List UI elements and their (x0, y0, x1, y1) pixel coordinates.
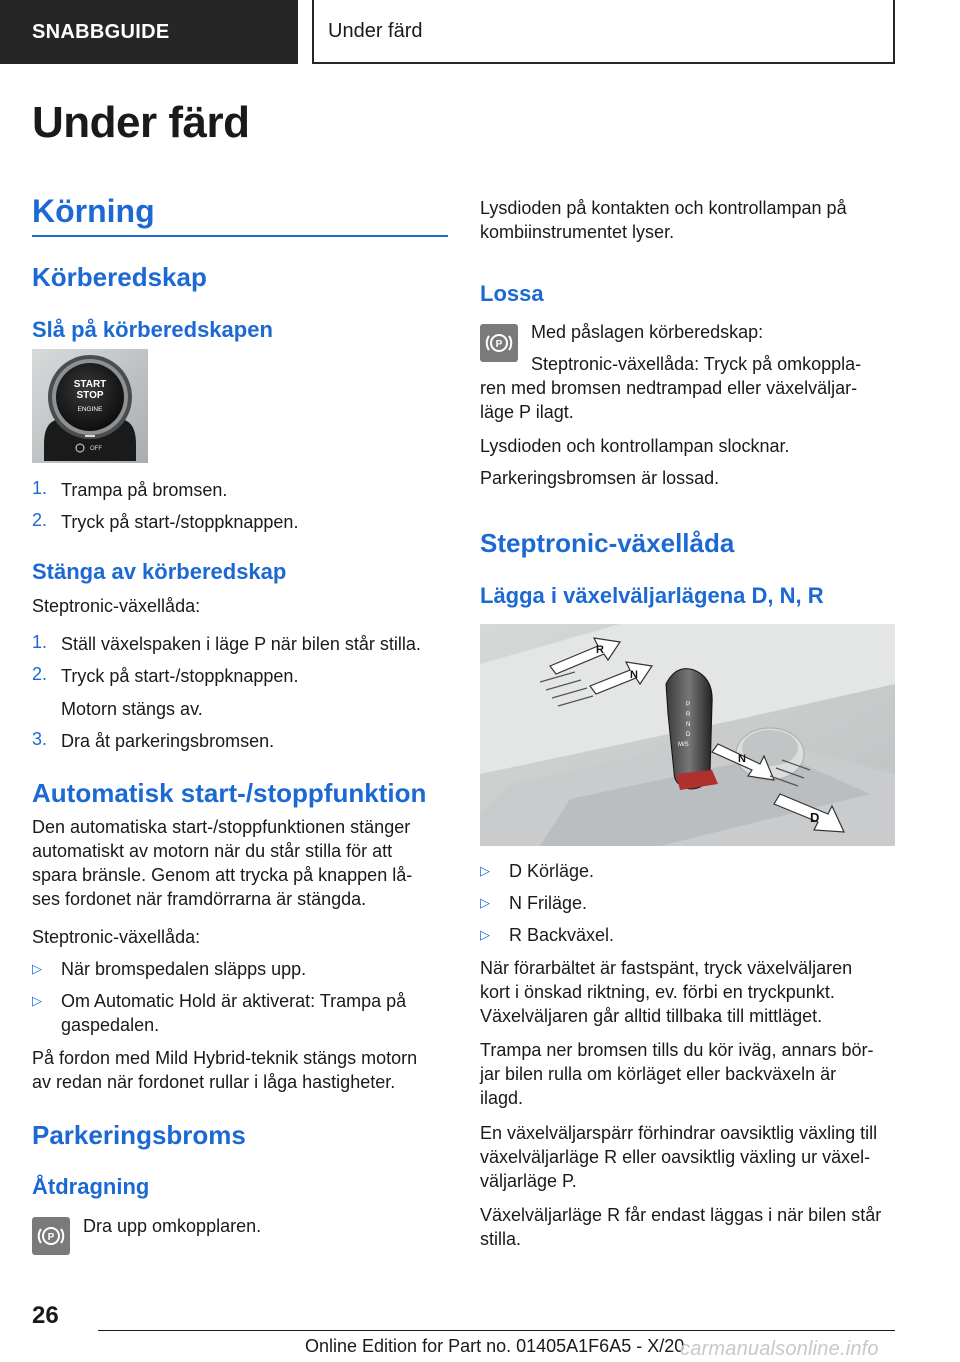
footer-divider (98, 1330, 895, 1331)
step-text: Tryck på start-/stoppknappen. (61, 512, 299, 532)
text-line: Om Automatic Hold är aktiverat: Trampa på (61, 991, 407, 1011)
chapter-tab (312, 0, 895, 64)
list-item (32, 632, 448, 656)
edition-text: Online Edition for Part no. 01405A1F6A5 - X/20 (305, 1336, 685, 1356)
bullet-text: D Körläge. (509, 861, 595, 881)
step-number: 1. (32, 632, 48, 652)
svg-text:R: R (686, 712, 691, 718)
heading-parkeringsbroms: Parkeringsbroms (32, 1120, 246, 1150)
button-label-off: OFF (90, 446, 102, 452)
arrow-label-n-down: N (738, 753, 746, 765)
lossa-block (531, 320, 896, 376)
list-item (32, 664, 448, 688)
arrow-label-n-up: N (630, 669, 638, 681)
arrow-label-r: R (596, 644, 604, 656)
step-text: Ställ växelspaken i läge P när bilen står stilla. (61, 634, 421, 654)
text-line: Växelväljarläge R får endast läggas i när bilen står (480, 1205, 882, 1225)
text-line: Den automatiska start-/stoppfunktionen stänger (32, 817, 411, 837)
text-line: Lysdioden på kontakten och kontrollampan på (480, 198, 847, 218)
text-line: Trampa ner bromsen tills du kör iväg, annars bör- (480, 1040, 874, 1060)
list-item (480, 859, 895, 883)
text-line: jar bilen rulla om körläget eller backväxeln är (480, 1064, 837, 1084)
step-number: 2. (32, 664, 48, 684)
text-line: Med påslagen körberedskap: (531, 322, 764, 342)
list-item (32, 510, 448, 534)
page-title: Under färd (32, 98, 250, 147)
lossa-continuation (480, 376, 895, 424)
text-line: kort i önskad riktning, ev. förbi en tryckpunkt. (480, 982, 835, 1002)
text-line: stilla. (480, 1229, 522, 1249)
auto-paragraph (32, 815, 452, 911)
button-label-stop: STOP (76, 390, 104, 401)
heading-lossa: Lossa (480, 281, 544, 306)
step-number: 3. (32, 729, 48, 749)
watermark-logo: carmanualsonline.info (680, 1338, 879, 1360)
section-tab (0, 0, 298, 64)
text-line: ses fordonet när framdörrarna är stängda. (32, 889, 367, 909)
text-line: automatiskt av motorn när du står stilla för att (32, 841, 393, 861)
heading-korning: Körning (32, 193, 448, 237)
parking-brake-icon (480, 324, 518, 362)
heading-sla-pa: Slå på körberedskapen (32, 317, 273, 342)
svg-text:D: D (686, 732, 691, 738)
text-line: av redan när fordonet rullar i låga hastigheter. (32, 1072, 396, 1092)
atdragning-text: Dra upp omkopplaren. (83, 1216, 262, 1236)
svg-text:N: N (686, 722, 691, 728)
bullet-triangle-icon: ▷ (32, 993, 42, 1008)
heading-auto-start-stop: Automatisk start-/stoppfunktion (32, 778, 427, 808)
arrow-label-d: D (810, 810, 820, 825)
page-number: 26 (32, 1302, 59, 1329)
chapter-tab-label: Under färd (328, 19, 423, 42)
bullet-text: R Backväxel. (509, 925, 615, 945)
text-line: kombiinstrumentet lyser. (480, 222, 675, 242)
list-item (480, 923, 895, 947)
heading-atdragning: Åtdragning (32, 1174, 150, 1199)
bullet-triangle-icon: ▷ (480, 927, 490, 942)
bullet-text: När bromspedalen släpps upp. (61, 959, 307, 979)
text-line: En växelväljarspärr förhindrar oavsiktlig växling till (480, 1123, 878, 1143)
button-label-engine: ENGINE (77, 406, 103, 413)
list-item (480, 891, 895, 915)
step-number: 2. (32, 510, 48, 530)
paragraph-3 (480, 1121, 900, 1193)
gear-selector-icon (480, 624, 895, 846)
step-text: Motorn stängs av. (61, 699, 203, 719)
step-number: 1. (32, 478, 48, 498)
bullet-triangle-icon: ▷ (480, 895, 490, 910)
bullet-triangle-icon: ▷ (480, 863, 490, 878)
step-text: Dra åt parkeringsbromsen. (61, 731, 275, 751)
start-stop-button-icon (32, 349, 148, 463)
svg-text:P: P (47, 1232, 55, 1243)
auto-intro: Steptronic-växellåda: (32, 927, 201, 947)
list-item (32, 957, 448, 981)
bullet-text: N Friläge. (509, 893, 588, 913)
text-line: spara bränsle. Genom att trycka på knappen lå- (32, 865, 413, 885)
svg-text:P: P (686, 702, 691, 708)
heading-korberedskap: Körberedskap (32, 262, 207, 292)
text-line: När förarbältet är fastspänt, tryck växelväljaren (480, 958, 853, 978)
list-item (32, 989, 448, 1037)
paragraph-2 (480, 1038, 900, 1110)
section-tab-label: SNABBGUIDE (32, 20, 170, 43)
step-text: Trampa på bromsen. (61, 480, 228, 500)
led-paragraph (480, 196, 895, 244)
button-label-start: START (73, 379, 107, 390)
start-stop-button-image (32, 349, 148, 463)
heading-stanga: Stänga av körberedskap (32, 559, 287, 584)
paragraph-4 (480, 1203, 900, 1251)
lossa-led: Lysdioden och kontrollampan slocknar. (480, 436, 790, 456)
gear-selector-image (480, 624, 895, 846)
svg-text:M/S: M/S (678, 742, 689, 748)
list-item (32, 697, 448, 721)
paragraph-1 (480, 956, 900, 1028)
parking-brake-icon (32, 1217, 70, 1255)
list-item (32, 478, 448, 502)
step-text: Tryck på start-/stoppknappen. (61, 666, 299, 686)
text-line: På fordon med Mild Hybrid-teknik stängs motorn (32, 1048, 418, 1068)
bullet-triangle-icon: ▷ (32, 961, 42, 976)
text-line: läge P ilagt. (480, 402, 574, 422)
bullet-text (61, 989, 406, 1037)
heading-steptronic: Steptronic-växellåda (480, 528, 735, 558)
stanga-intro: Steptronic-växellåda: (32, 596, 201, 616)
text-line: Växelväljaren går alltid tillbaka till mittläget. (480, 1006, 823, 1026)
text-line: Steptronic-växellåda: Tryck på omkoppla- (531, 354, 862, 374)
lossa-done: Parkeringsbromsen är lossad. (480, 468, 720, 488)
mild-hybrid-paragraph (32, 1046, 452, 1094)
text-line: ilagd. (480, 1088, 524, 1108)
text-line: väljarläge P. (480, 1171, 577, 1191)
text-line: ren med bromsen nedtrampad eller växelväljar- (480, 378, 858, 398)
heading-lagga-i: Lägga i växelväljarlägena D, N, R (480, 583, 824, 608)
text-line: växelväljarläge R eller oavsiktlig växling ur växel- (480, 1147, 871, 1167)
list-item (32, 729, 448, 753)
svg-text:P: P (495, 339, 503, 350)
text-line: gaspedalen. (61, 1015, 160, 1035)
